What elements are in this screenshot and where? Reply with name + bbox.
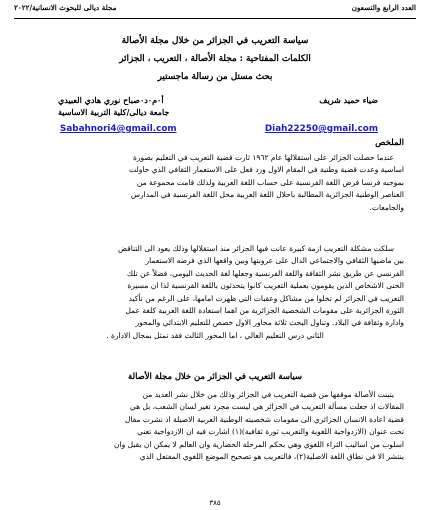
abstract-paragraph-2 <box>26 243 404 342</box>
text-line: الحنى الاشخاص الذين يقومون بعملية التعريب كانوا يتحدثون باللغة الفرنسية لذا ان مسيرة <box>127 281 404 291</box>
section-heading: سياسة التعريب في الجزائر من خلال مجلة الأصالة <box>128 371 302 381</box>
header-rule <box>14 18 416 19</box>
paper-title: سياسة التعريب في الجزائر من خلال مجلة الأصالة <box>121 36 309 46</box>
text-line: قضية اعادة الانسان الجزائري الى مقومات شخصيته الوطنية العربية الاصيلة اذ نشرت مقال <box>124 414 404 424</box>
text-line: سلكت مشكلة التعريب ازمة كبيرة عانت فيها الجزائر منذ استقلالها وذلك يعود الى التناقض <box>117 244 394 253</box>
author-supervisor: أ٠م٠د٠صباح نوري هادي العبيدي <box>58 95 164 105</box>
text-line: بين ماضيها الثقافي والاجتماعي الدال على عروبتها وبين واقعها الذي فرضه الاستعمار <box>145 256 404 266</box>
issue-label: العدد الرابع والتسعون <box>351 3 416 12</box>
thesis-note: بحث مستل من رسالة ماجستير <box>157 72 273 82</box>
abstract-paragraph-1 <box>26 152 404 214</box>
text-line: عندما حصلت الجزائر على استقلالها عام ١٩٦٢ ثارت قضية التعريب في التعليم بصورة <box>132 153 394 162</box>
text-line: التعريب في الجزائر لم تخلوا من مشاكل وعقبات التي ظهرت امامها، على الرغم من تأكيد <box>128 293 404 303</box>
text-line: تحت عنوان (الازدواجية اللغوية والتعريب ثورة ثقافية)(١) اشارت فيه ان الازدواجية تعني <box>137 427 404 437</box>
author-affiliation: جامعة ديالى/كلية التربية الاساسية <box>58 107 170 117</box>
text-line: ينتشر الا في نطاق اللغة الاصلية(٢)، فالتعريب هو تصحيح الموضع اللغوي المفتعل الذي <box>139 452 404 462</box>
text-line: الثورة الجزائرية على مقومات الشخصية الجزائرية من اهما استعادة اللغة العربية كلغة عمل <box>125 306 404 316</box>
supervisor-email[interactable]: Sabahnori4@gmail.com <box>60 124 177 134</box>
text-line: بموجبه فرنسا فرض اللغة الفرنسية على حساب اللغة العربية ولذلك قامت مجموعة من <box>136 177 404 187</box>
journal-label: مجلة ديالى للبحوث الانسانية/٢٠٢٢ <box>14 3 117 12</box>
text-line: اساسية وعدت قضية وطنية في المقام الاول ورد فعل على الاستعمار الثقافي الذي حاولت <box>129 165 404 175</box>
section-paragraph <box>26 389 404 463</box>
text-line: يتبنت الأصالة موقفها من قضية التعريب في الجزائر وذلك من خلال نشر العديد من <box>142 390 394 399</box>
text-line: والجامعات. <box>369 202 404 212</box>
running-header <box>14 3 416 17</box>
keywords-line: الكلمات المفتاحية : مجلة الأصالة ، التعريب ، الجزائر <box>119 54 311 64</box>
text-line: الثاني درس التعليم العالي ، اما المحور الثالث فقد تمثل بمجال الادارة . <box>106 330 324 340</box>
page-number: ٣٨٥ <box>209 499 221 507</box>
text-line: وادارة وثقافة في البلاد. وتناول البحث ثلاثة محاور الاول خصص للتعليم الابتدائي والمحور <box>135 318 404 328</box>
student-email[interactable]: Diah22250@gmail.com <box>264 124 378 134</box>
text-line: الفرنسي عن طريق نشر الثقافة واللغة الفرنسية وجعلها لغة الحديث اليومي، فضلاً عن تلك <box>126 268 404 278</box>
text-line: العناصر الوطنية الجزائرية المطالبة باحلال اللغة العربية محل اللغة الفرنسية في المدارس <box>130 190 404 200</box>
text-line: اسلوب من اساليب الثراء اللغوي وهي بحكم المرحلة الحضارية وان العالم لا يمكن ان يقبل وان <box>114 439 404 449</box>
abstract-heading: الملخص <box>375 138 404 148</box>
author-student: ضياء حميد شريف <box>319 95 378 105</box>
text-line: المقالات اذ جعلت مسألة التعريب في الجزائر هي ليست مجرد تغير لسان الشعب، بل هي <box>129 402 404 412</box>
